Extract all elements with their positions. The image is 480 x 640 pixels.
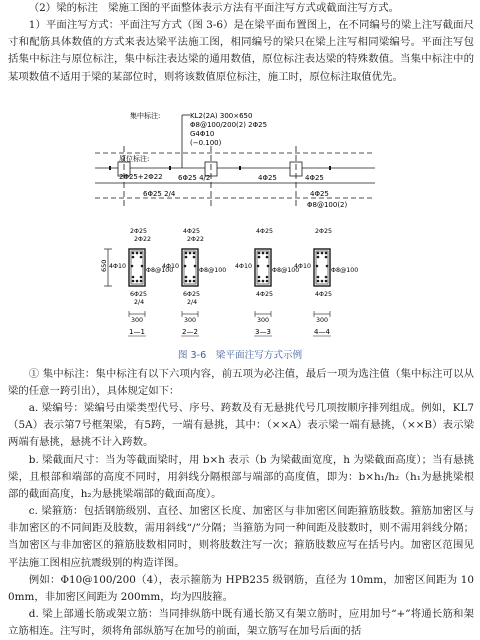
- concentrated-label: 集中标注:: [130, 112, 161, 120]
- section-stirrup: Φ8@100: [331, 267, 359, 274]
- section-name: 4—4: [314, 328, 330, 336]
- figure-caption: 图 3-6 梁平面注写方式示例: [177, 350, 303, 361]
- rebar-dot: [136, 252, 139, 255]
- section-top-bar-1: 4Φ25: [183, 228, 200, 235]
- section-top-bar-1: 2Φ25: [315, 228, 332, 235]
- section-side-bar: 4Φ10: [294, 263, 311, 270]
- section-width: 300: [257, 317, 270, 324]
- rebar-dot: [136, 280, 139, 283]
- rebar-dot: [317, 280, 320, 283]
- rebar-dot: [325, 256, 328, 259]
- paragraph-example: 例如：Φ10@100/200（4），表示箍筋为 HPB235 级钢筋，直径为 10mm，加密区间距为 100mm，非加密区间距为 200mm，均为四肢箍。: [8, 574, 474, 604]
- rebar-dot: [321, 280, 324, 283]
- rebar-dot: [140, 252, 143, 255]
- paragraph-plane-notation: 1）平面注写方式：平面注写方式（图 3-6）是在梁平面布置图上，在不同编号的梁上注写截面尺寸和配筋具体数值的方式来表达梁平法施工图，相同编号的梁只在梁上注写相同梁编号。平面注写包括集中标注与原位标注，集中标注表达梁的通用数值，原位标注表达梁的特殊数值。当集中标注中的某项数值不适用于梁的某部位时，则将该数值原位标注，施工时，原位标注取值优先。: [8, 19, 474, 83]
- section-bottom-bar-1: 6Φ25: [183, 291, 200, 298]
- rebar-dot: [184, 265, 187, 268]
- rebar-dot: [266, 280, 269, 283]
- rebar-dot: [194, 265, 197, 268]
- rebar-dot: [258, 276, 261, 279]
- section-bottom-bar-2: 2/4: [134, 299, 145, 306]
- paragraph-concentrated: ① 集中标注：集中标注有以下六项内容，前五项为必注值，最后一项为选注值（集中标注可以从梁的任意一跨引出），具体规定如下：: [8, 368, 474, 398]
- rebar-dot: [141, 265, 144, 268]
- rebar-dot: [262, 252, 265, 255]
- section-side-bar: 4Φ10: [162, 263, 179, 270]
- label-top-right: 4Φ25: [305, 174, 324, 182]
- beam-section-2: [162, 228, 226, 336]
- label-bottom-right-2: Φ8@100(2): [307, 201, 348, 209]
- rebar-dot: [131, 265, 134, 268]
- section-top-bar-2: 2Φ22: [187, 236, 204, 243]
- label-top-mid-right: 4Φ25: [258, 174, 277, 182]
- section-top-bar-1: 2Φ25: [130, 228, 147, 235]
- paragraph-section-size: b. 梁截面尺寸：当为等截面梁时，用 b×h 表示（b 为梁截面宽度，h 为梁截面高度）；当有悬挑梁，且根部和端部的高度不同时，用斜线分隔根部与端部的高度值，即为：b×h₁/h₂（h₁为悬挑梁根部的截面高度，h₂为悬挑梁端部的截面高度）。: [8, 454, 474, 501]
- rebar-dot: [266, 276, 269, 279]
- rebar-dot: [257, 265, 260, 268]
- rebar-dot: [193, 280, 196, 283]
- rebar-dot: [132, 276, 135, 279]
- rebar-dot: [316, 265, 319, 268]
- rebar-dot: [132, 280, 135, 283]
- rebar-dot: [132, 252, 135, 255]
- rebar-dot: [193, 276, 196, 279]
- rebar-dot: [321, 252, 324, 255]
- rebar-dot: [193, 256, 196, 259]
- rebar-dot: [185, 256, 188, 259]
- section-bottom-bar-1: 4Φ25: [315, 291, 332, 298]
- beam-plan-figure: [0, 106, 480, 346]
- label-top-mid-left: 6Φ25 4/2: [178, 174, 211, 182]
- section-name: 2—2: [182, 328, 198, 336]
- section-name: 1—1: [129, 328, 145, 336]
- rebar-dot: [189, 252, 192, 255]
- rebar-dot: [140, 256, 143, 259]
- rebar-dot: [325, 280, 328, 283]
- paragraph-beam-number: a. 梁编号：梁编号由梁类型代号、序号、跨数及有无悬挑代号几项按顺序排列组成。例如，KL7（5A）表示第7号框架梁，有5跨，一端有悬挑，其中：（××A）表示梁一端有悬挑，（××B）表示梁两端有悬挑，悬挑不计入跨数。: [8, 402, 474, 449]
- rebar-dot: [185, 252, 188, 255]
- section-top-bar-2: 2Φ22: [134, 236, 151, 243]
- section-top-bar-1: 4Φ25: [256, 228, 273, 235]
- label-bottom-left: 6Φ25 2/4: [143, 190, 176, 198]
- rebar-dot: [325, 252, 328, 255]
- section-side-bar: 4Φ10: [109, 263, 126, 270]
- section-bottom-bar-2: 2/4: [187, 299, 198, 306]
- section-stirrup: Φ8@100: [199, 267, 227, 274]
- section-width: 300: [184, 317, 197, 324]
- rebar-dot: [262, 280, 265, 283]
- beam-section-4: [294, 228, 358, 336]
- rebar-dot: [317, 252, 320, 255]
- beam-section-1: [109, 228, 173, 336]
- rebar-dot: [258, 252, 261, 255]
- paragraph-heading: （2）梁的标注 梁施工图的平面整体表示方法有平面注写方式或截面注写方式。: [28, 2, 400, 14]
- rebar-dot: [132, 256, 135, 259]
- label-bottom-right-1: 4Φ25: [310, 190, 329, 198]
- section-width: 300: [316, 317, 329, 324]
- beam-section-3: [235, 228, 299, 336]
- section-bottom-bar-1: 6Φ25: [130, 291, 147, 298]
- rebar-dot: [140, 276, 143, 279]
- rebar-dot: [325, 276, 328, 279]
- rebar-dot: [258, 280, 261, 283]
- rebar-dot: [185, 276, 188, 279]
- paragraph-stirrup: c. 梁箍筋：包括钢筋级别、直径、加密区长度、加密区与非加密区间距箍筋肢数。箍筋加密区与非加密区的不同间距及肢数，需用斜线“/”分隔；当箍筋为同一种间距及肢数时，则不需用斜线分隔；当加密区与非加密区的箍筋肢数相同时，则将肢数注写一次；箍筋肢数应写在括号内。加密区范围见平法施工图相应抗震级别的构造详图。: [8, 505, 474, 569]
- rebar-dot: [266, 252, 269, 255]
- rebar-dot: [317, 276, 320, 279]
- section-width: 300: [131, 317, 144, 324]
- paragraph-longitudinal: d. 梁上部通长筋或架立筋：当同排纵筋中既有通长筋又有架立筋时，应用加号“+”将通长筋和架立筋相连。注写时，须将角部纵筋写在加号的前面，架立筋写在加号后面的括: [8, 608, 474, 638]
- rebar-dot: [189, 280, 192, 283]
- section-stirrup: Φ8@100: [272, 267, 300, 274]
- rebar-dot: [185, 280, 188, 283]
- rebar-dot: [326, 265, 329, 268]
- rebar-dot: [258, 256, 261, 259]
- rebar-dot: [140, 280, 143, 283]
- concentrated-line-2: Φ8@100/200(2) 2Φ25: [190, 121, 268, 129]
- section-side-bar: 4Φ10: [235, 263, 252, 270]
- label-top-left: 2Φ25+2Φ22: [119, 173, 163, 181]
- concentrated-line-1: KL2(2A) 300×650: [190, 112, 253, 120]
- concentrated-line-4: (−0.100): [190, 139, 222, 147]
- section-name: 3—3: [255, 328, 271, 336]
- section-stirrup: Φ8@100: [146, 267, 174, 274]
- concentrated-line-3: G4Φ10: [190, 130, 215, 138]
- height-dimension: 650: [100, 259, 108, 272]
- rebar-dot: [317, 256, 320, 259]
- section-bottom-bar-1: 4Φ25: [256, 291, 273, 298]
- original-label: 原位标注:: [119, 155, 150, 163]
- rebar-dot: [266, 256, 269, 259]
- rebar-dot: [267, 265, 270, 268]
- rebar-dot: [193, 252, 196, 255]
